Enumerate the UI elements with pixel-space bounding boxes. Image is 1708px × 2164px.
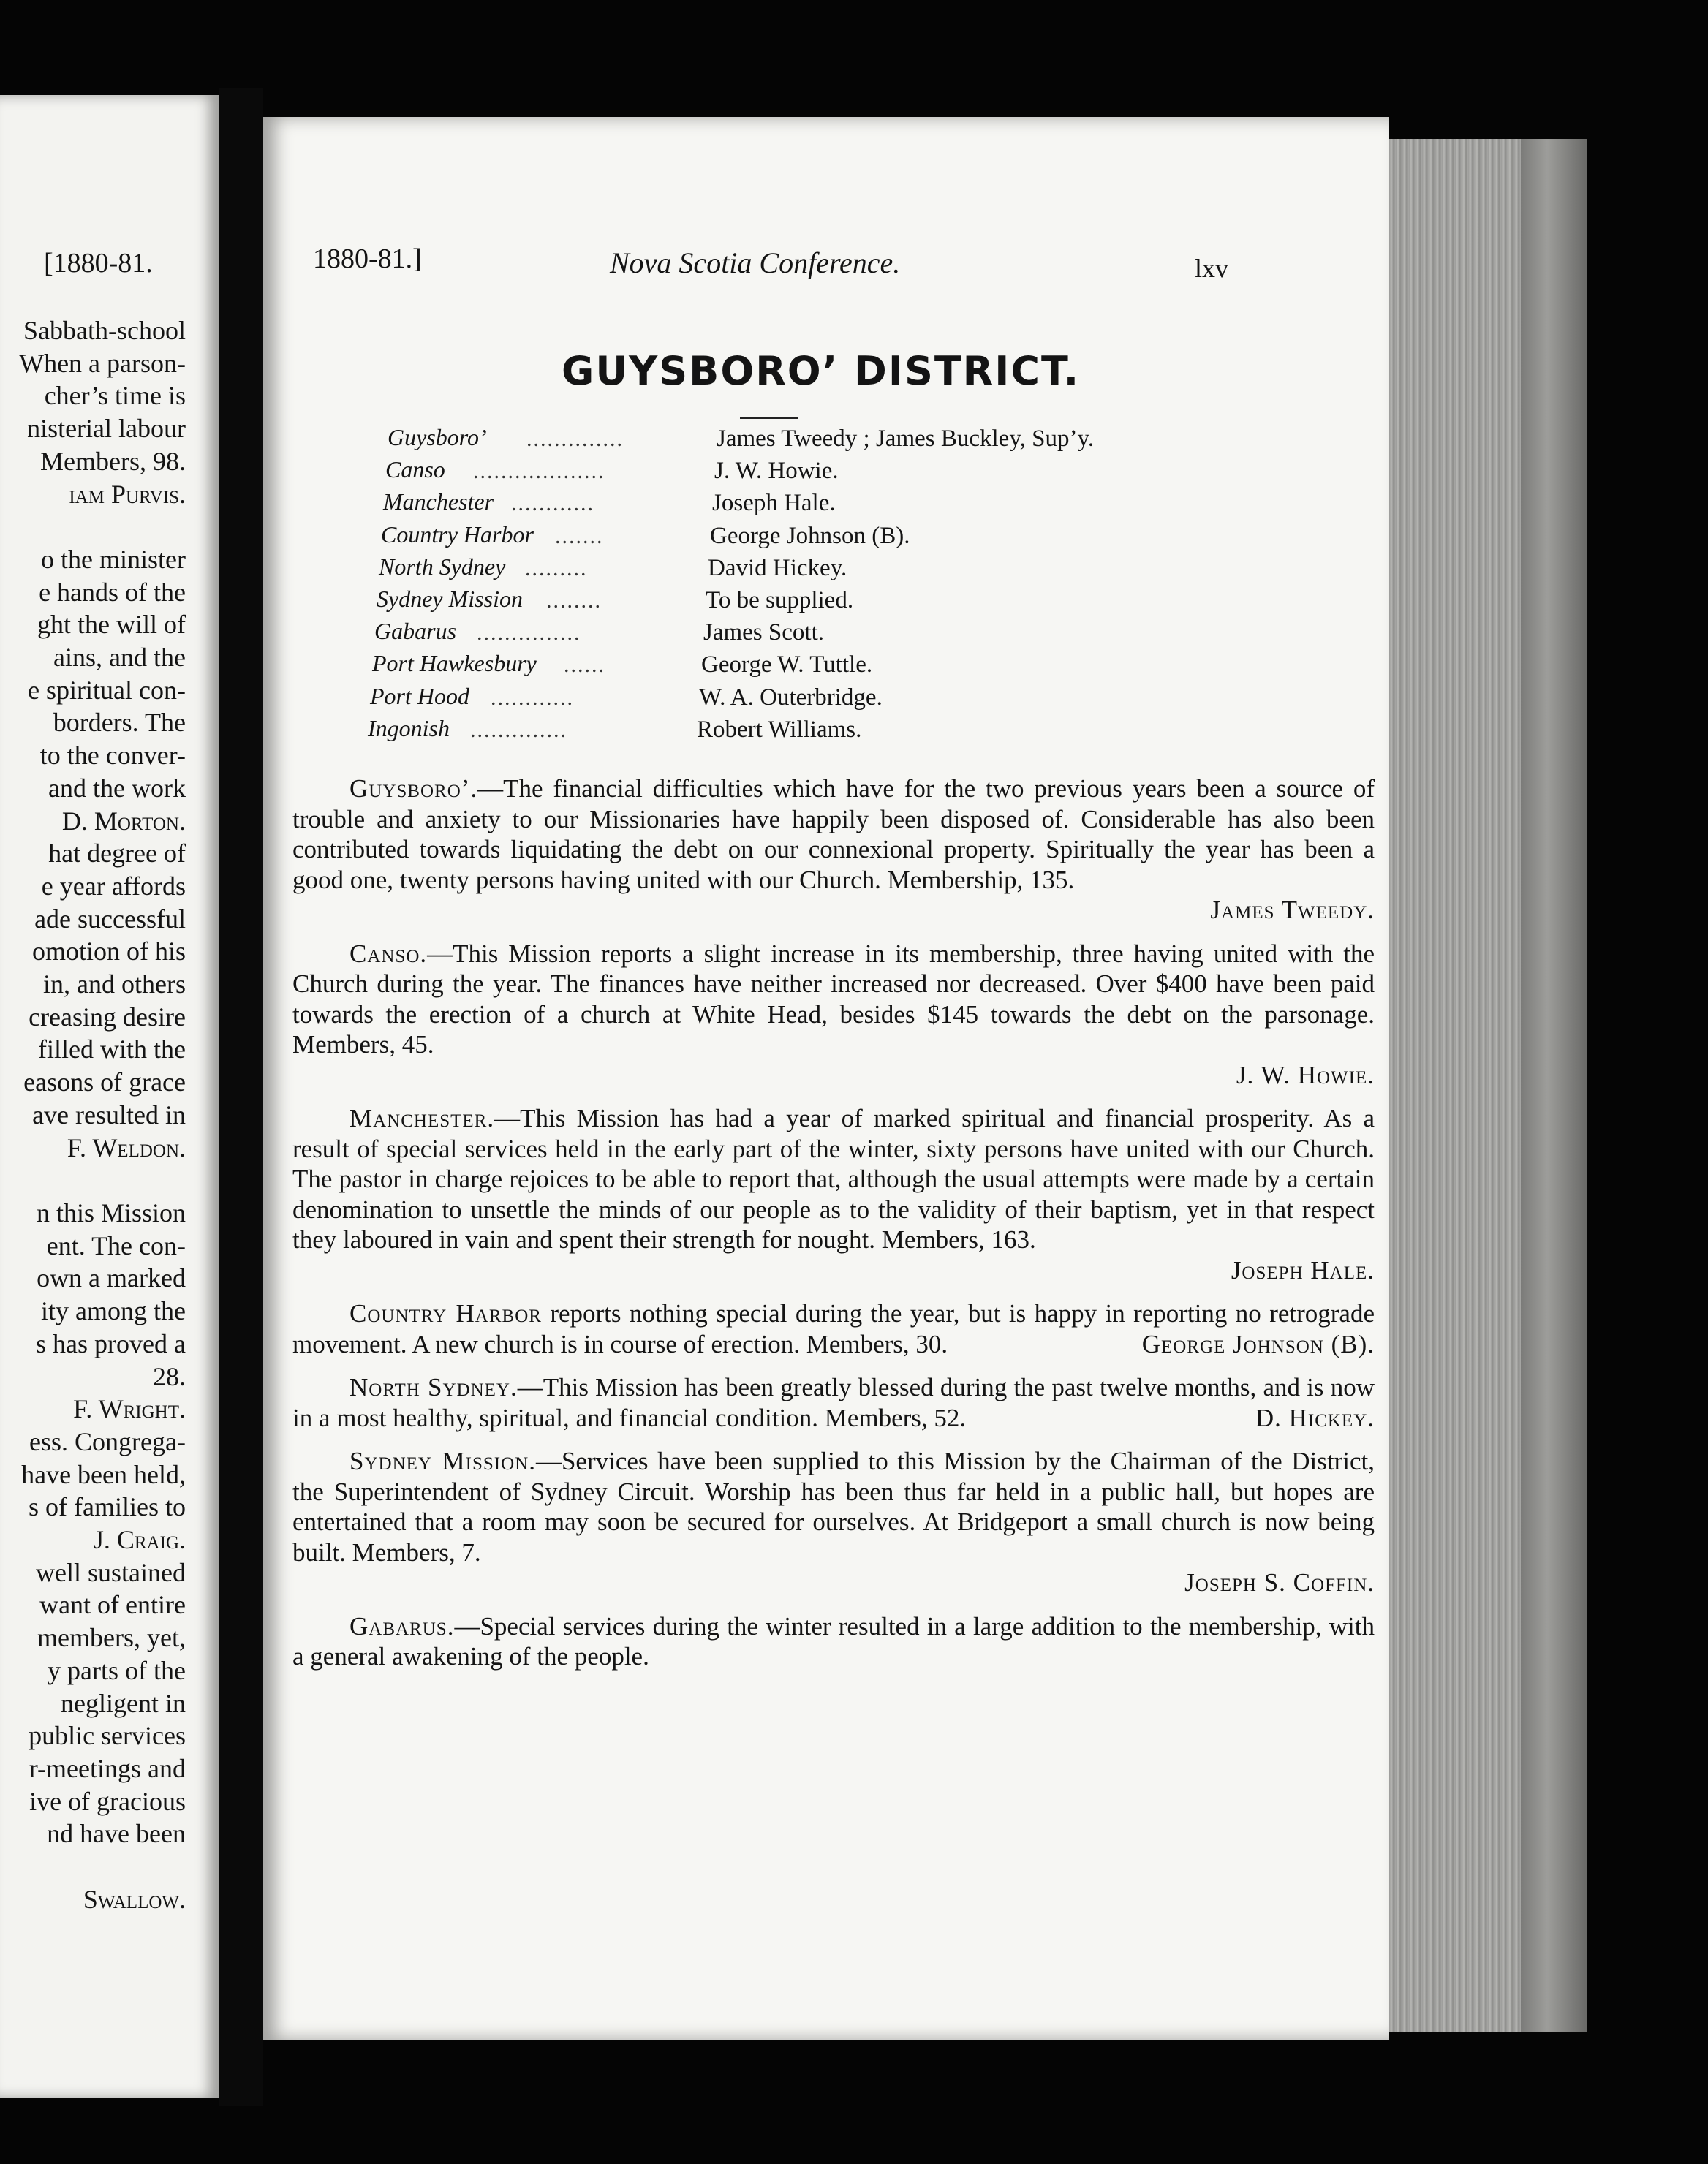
previous-page-line: s of families to <box>29 1492 186 1522</box>
previous-page-line: cher’s time is <box>44 381 186 411</box>
previous-page-line: and the work <box>48 773 186 803</box>
appointment-pastor: To be supplied. <box>706 586 854 613</box>
appointment-pastor: James Tweedy ; James Buckley, Sup’y. <box>717 425 1095 452</box>
report-signature: Joseph Hale. <box>1231 1255 1375 1285</box>
leader-dots: ............ <box>511 491 594 516</box>
running-title: Nova Scotia Conference. <box>610 246 901 279</box>
report-lead: Canso. <box>349 939 428 968</box>
previous-page-line: negligent in <box>61 1688 186 1718</box>
report-text: —This Mission reports a slight increase in its membership, three having united with the Church during the year. The finances have neither increased nor decreased. Over $400 have been paid towards the erection of a church at White Head, besides $145 towards the debt on the parsonage. Members, 45. <box>292 939 1375 1059</box>
previous-page-line: ent. The con- <box>46 1230 186 1260</box>
appointment-pastor: David Hickey. <box>708 554 847 581</box>
previous-page-line: When a parson- <box>19 348 186 378</box>
report-lead: Guysboro’. <box>349 774 478 803</box>
previous-page-line: ive of gracious <box>29 1786 186 1816</box>
report-paragraph <box>292 1446 1375 1567</box>
previous-page-line: have been held, <box>21 1459 186 1489</box>
report-signature: J. W. Howie. <box>1236 1060 1375 1089</box>
report-text: —The financial difficulties which have for the two previous years been a source of trouble and anxiety to our Missionaries have happily been disposed of. Considerable has also been contributed towards liquidating the debt on our connexional property. Spiritually the year has been a good one, twenty persons having united with our Church. Membership, 135. <box>292 774 1375 894</box>
previous-page-line: borders. The <box>53 708 186 738</box>
appointment-place: Canso <box>385 456 445 483</box>
page-edges-shadow <box>1521 139 1587 2032</box>
previous-page-text <box>19 314 186 1915</box>
page-number: lxv <box>1195 254 1229 283</box>
page-year: 1880-81.] <box>313 243 422 274</box>
appointment-place: Country Harbor <box>381 521 534 548</box>
appointment-pastor: Robert Williams. <box>697 716 862 743</box>
previous-page-line: iam Purvis. <box>69 479 186 509</box>
appointment-place: Gabarus <box>374 618 457 645</box>
previous-page <box>0 95 219 2098</box>
report-paragraph <box>292 773 1375 895</box>
appointment-place: Port Hawkesbury <box>372 650 537 677</box>
previous-page-line: creasing desire <box>29 1002 186 1032</box>
previous-page-line: Sabbath-school <box>23 316 186 345</box>
report-lead: Sydney Mission. <box>349 1447 536 1475</box>
previous-page-line: ess. Congrega- <box>29 1426 186 1456</box>
previous-page-header: [1880-81. <box>44 248 153 279</box>
report-lead: Gabarus. <box>349 1611 455 1641</box>
previous-page-line: e year affords <box>41 871 186 901</box>
report-signature: Joseph S. Coffin. <box>1184 1568 1375 1597</box>
previous-page-line: own a marked <box>37 1263 186 1293</box>
report-lead: Manchester. <box>349 1104 495 1132</box>
report-paragraph <box>292 1372 1375 1433</box>
book-gutter <box>219 88 263 2106</box>
report-paragraph <box>292 1298 1375 1359</box>
report-text: —This Mission has had a year of marked spiritual and financial prosperity. As a result of special services held in the early part of the winter, sixty persons have united with our Church. The pastor in charge rejoices to be able to report that, although the usual attempts were made by a certain denomination to unsettle the minds of our people as to the validity of their baptism, yet in that respect they laboured in vain and spent their strength for nought. Members, 163. <box>292 1104 1375 1254</box>
previous-page-line: in, and others <box>43 969 186 999</box>
previous-page-line: s has proved a <box>36 1328 186 1358</box>
leader-dots: ....... <box>555 523 604 548</box>
report-lead: North Sydney. <box>349 1373 518 1401</box>
report-signature: George Johnson (B). <box>1141 1329 1375 1358</box>
previous-page-line <box>19 1164 186 1197</box>
previous-page-line: members, yet, <box>37 1623 186 1653</box>
previous-page-line: F. Weldon. <box>67 1132 186 1162</box>
report-paragraph <box>292 1103 1375 1255</box>
report-signature: D. Hickey. <box>1255 1403 1375 1432</box>
previous-page-line: filled with the <box>38 1034 186 1064</box>
leader-dots: ...... <box>564 653 605 678</box>
mission-reports <box>292 773 1375 1672</box>
previous-page-line: hat degree of <box>48 839 186 869</box>
previous-page-line <box>19 510 186 543</box>
appointment-place: Port Hood <box>370 682 469 709</box>
previous-page-line: well sustained <box>36 1557 186 1587</box>
appointment-place: North Sydney <box>379 553 506 580</box>
previous-page-line: F. Wright. <box>73 1394 186 1424</box>
appointment-pastor: James Scott. <box>703 619 824 646</box>
previous-page-line: r-meetings and <box>29 1753 186 1783</box>
previous-page-line: Members, 98. <box>40 446 186 476</box>
previous-page-line: easons of grace <box>23 1067 186 1097</box>
appointment-pastor: George W. Tuttle. <box>701 651 873 678</box>
previous-page-line: to the conver- <box>39 741 186 771</box>
previous-page-line: D. Morton. <box>61 806 186 836</box>
appointment-place: Sydney Mission <box>377 585 523 612</box>
leader-dots: ........ <box>546 588 602 613</box>
previous-page-line: ade successful <box>34 904 186 934</box>
report-text: —Special services during the winter resulted in a large addition to the membership, with a general awakening of the people. <box>292 1611 1375 1671</box>
appointment-place: Ingonish <box>368 714 450 741</box>
report-text: —Services have been supplied to this Mission by the Chairman of the District, the Superintendent of Sydney Circuit. Worship has been thus far held in a public hall, but hopes are entertained that a room may soon be secured for ourselves. At Bridgeport a small church is now being built. Members, 7. <box>292 1447 1375 1567</box>
leader-dots: .............. <box>526 427 624 451</box>
previous-page-line: o the minister <box>41 544 186 574</box>
title-rule <box>740 417 798 419</box>
previous-page-line: ity among the <box>41 1296 186 1326</box>
previous-page-line: y parts of the <box>48 1655 186 1685</box>
report-paragraph <box>292 939 1375 1060</box>
previous-page-line: nisterial labour <box>27 414 186 444</box>
report-paragraph <box>292 1611 1375 1672</box>
report-text: —This Mission has been greatly blessed during the past twelve months, and is now in a most healthy, spiritual, and financial condition. Members, 52. <box>292 1373 1375 1432</box>
leader-dots: ................... <box>473 459 605 484</box>
current-page <box>263 117 1389 2040</box>
leader-dots: ............... <box>477 621 581 646</box>
appointment-pastor: George Johnson (B). <box>710 522 910 549</box>
previous-page-line: 28. <box>153 1361 186 1391</box>
previous-page-line: public services <box>29 1721 186 1751</box>
leader-dots: .............. <box>470 717 567 742</box>
appointment-pastor: W. A. Outerbridge. <box>699 684 883 711</box>
previous-page-line: e spiritual con- <box>28 675 186 705</box>
previous-page-line: J. Craig. <box>93 1525 186 1555</box>
appointment-pastor: J. W. Howie. <box>714 458 839 485</box>
previous-page-line: nd have been <box>47 1819 186 1849</box>
leader-dots: ............ <box>491 685 574 710</box>
appointment-pastor: Joseph Hale. <box>712 490 836 517</box>
district-title: GUYSBORO’ DISTRICT. <box>562 348 1081 394</box>
previous-page-line <box>19 1850 186 1883</box>
appointment-place: Guysboro’ <box>388 424 487 450</box>
report-text: reports nothing special during the year, but is happy in reporting no retrograde movement. A new church is in course of erection. Members, 30. <box>292 1299 1375 1358</box>
previous-page-line: omotion of his <box>31 937 186 966</box>
previous-page-line: Swallow. <box>83 1884 186 1914</box>
previous-page-line: want of entire <box>39 1590 186 1620</box>
report-signature: James Tweedy. <box>1210 896 1375 924</box>
leader-dots: ......... <box>525 556 588 580</box>
report-lead: Country Harbor <box>349 1299 542 1328</box>
previous-page-line: ght the will of <box>37 610 186 640</box>
appointment-place: Manchester <box>383 488 494 515</box>
previous-page-line: n this Mission <box>36 1198 186 1227</box>
previous-page-line: ains, and the <box>53 643 186 673</box>
previous-page-line: ave resulted in <box>32 1100 186 1130</box>
previous-page-line: e hands of the <box>39 577 186 607</box>
